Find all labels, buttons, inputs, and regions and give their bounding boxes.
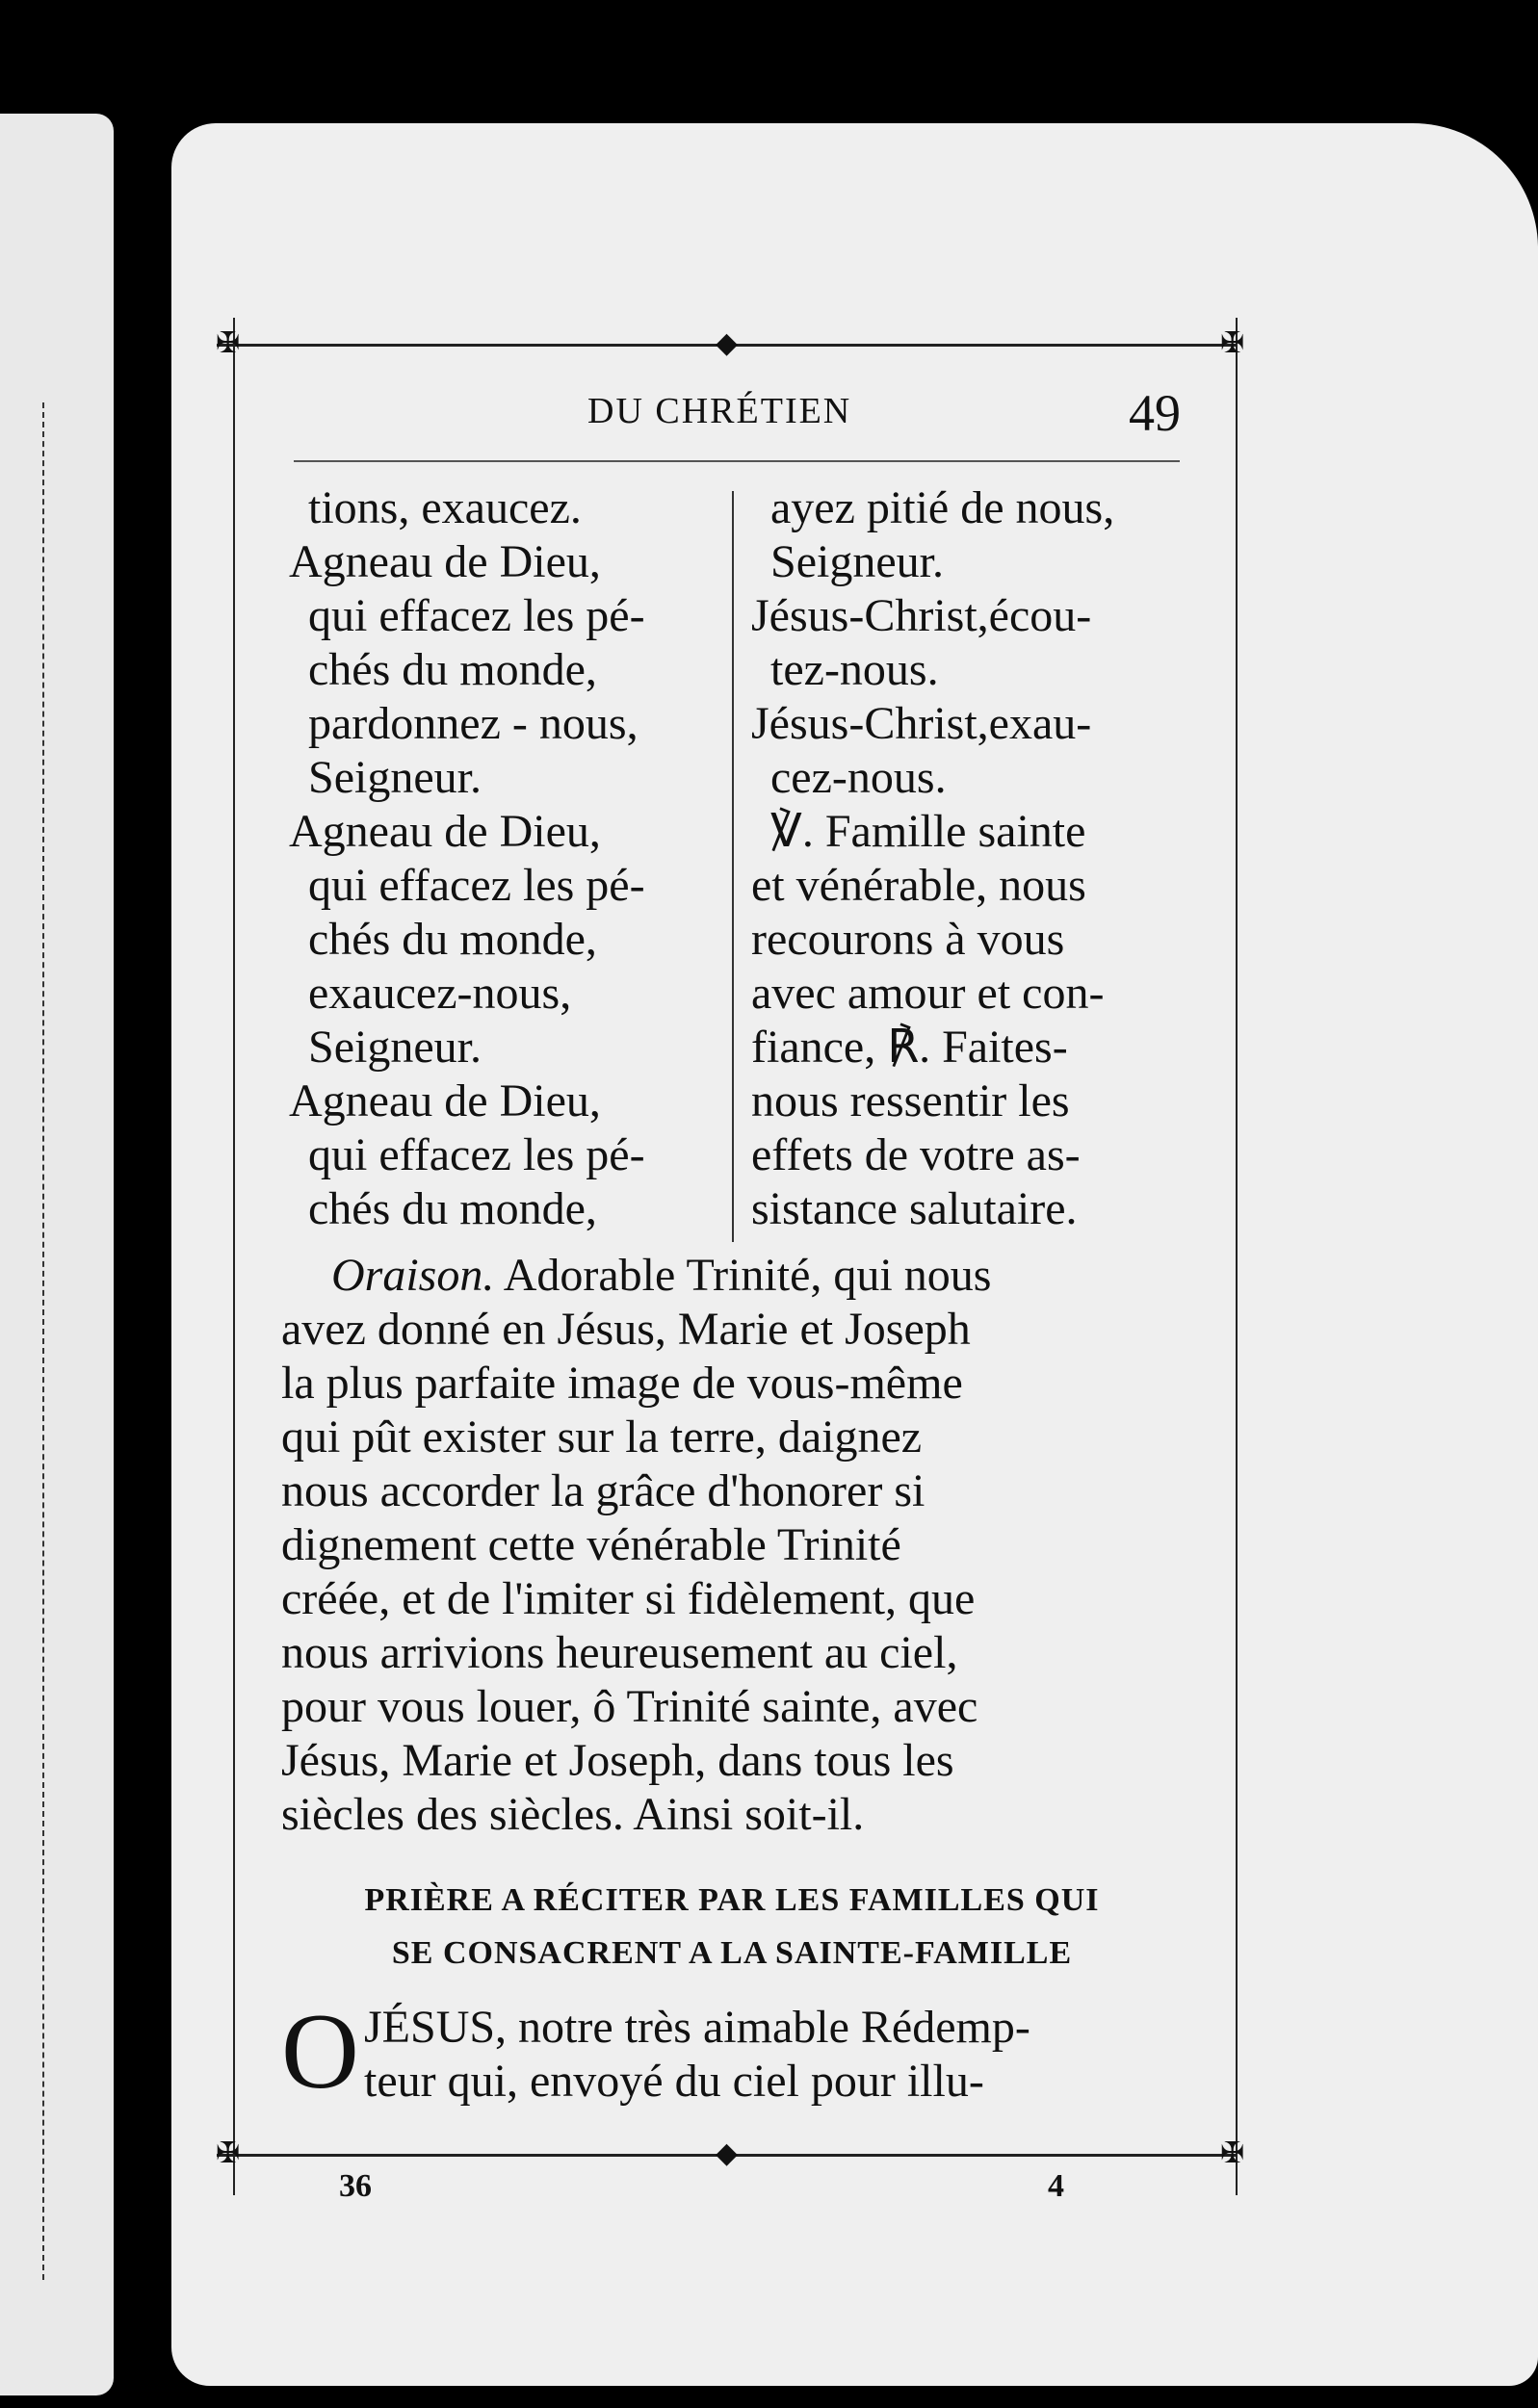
oraison-line: Adorable Trinité, qui nous [494,1250,992,1301]
oraison-line: nous arrivions heureusement au ciel, [281,1627,958,1678]
right-line: sistance salutaire. [751,1183,1078,1234]
oraison-line: nous accorder la grâce d'honorer si [281,1465,925,1516]
oraison-line: dignement cette vénérable Trinité [281,1519,901,1570]
right-line: nous ressentir les [751,1075,1070,1126]
left-column [289,481,713,1236]
ornament-top-left-icon: ✠ [216,326,241,360]
oraison-line: qui pût exister sur la terre, daignez [281,1411,923,1463]
right-line: cez-nous. [770,752,947,803]
previous-page-border [42,402,44,2280]
right-line: Jésus-Christ,écou- [751,590,1092,641]
oraison-line: créée, et de l'imiter si fidèlement, que [281,1573,976,1624]
left-line: qui effacez les pé- [308,1129,645,1180]
previous-page-edge [0,114,114,2395]
right-column [751,481,1194,1236]
left-line: exaucez-nous, [308,968,572,1019]
ornament-top-center-icon: ◆ [716,326,739,360]
oraison-line: la plus parfaite image de vous-même [281,1358,963,1409]
prayer-line: JÉSUS, notre très aimable Rédemp- [364,2002,1030,2053]
oraison-label: Oraison. [331,1250,495,1301]
frame-header-rule [294,460,1180,462]
signature-mark-right: 4 [1048,2168,1064,2204]
left-line: pardonnez - nous, [308,698,639,749]
left-line: Agneau de Dieu, [289,1075,601,1126]
column-divider [732,491,734,1242]
oraison-line: Jésus, Marie et Joseph, dans tous les [281,1735,954,1786]
signature-mark-left: 36 [339,2168,372,2204]
ornament-bottom-right-icon: ✠ [1220,2136,1245,2170]
right-line: ℣. Famille sainte [770,806,1086,857]
left-line: tions, exaucez. [308,482,582,533]
oraison-paragraph [281,1249,1186,1842]
running-header: DU CHRÉTIEN [587,391,852,431]
right-line: ayez pitié de nous, [770,482,1115,533]
frame-left-rule [233,318,235,2195]
left-line: chés du monde, [308,1183,597,1234]
left-line: Agneau de Dieu, [289,536,601,587]
ornament-bottom-left-icon: ✠ [216,2136,241,2170]
page-number: 49 [1129,384,1181,442]
section-heading-line2: SE CONSACRENT A LA SAINTE-FAMILLE [391,1935,1073,1971]
left-line: Seigneur. [308,1022,482,1073]
oraison-line: pour vous louer, ô Trinité sainte, avec [281,1681,978,1732]
left-line: qui effacez les pé- [308,590,645,641]
right-line: recourons à vous [751,914,1065,965]
prayer-line: teur qui, envoyé du ciel pour illu- [364,2056,984,2107]
right-line: Seigneur. [770,536,944,587]
right-line: tez-nous. [770,644,939,695]
frame-right-rule [1236,318,1238,2195]
left-line: Seigneur. [308,752,482,803]
ornament-top-right-icon: ✠ [1220,326,1245,360]
right-line: Jésus-Christ,exau- [751,698,1092,749]
left-line: qui effacez les pé- [308,860,645,911]
right-line: avec amour et con- [751,968,1105,1019]
left-line: Agneau de Dieu, [289,806,601,857]
oraison-line: avez donné en Jésus, Marie et Joseph [281,1304,971,1355]
section-heading-line1: PRIÈRE A RÉCITER PAR LES FAMILLES QUI [364,1882,1100,1918]
right-line: et vénérable, nous [751,860,1086,911]
left-line: chés du monde, [308,644,597,695]
oraison-line: siècles des siècles. Ainsi soit-il. [281,1789,865,1840]
left-line: chés du monde, [308,914,597,965]
drop-cap: O [281,1992,359,2111]
right-line: effets de votre as- [751,1129,1081,1180]
ornament-bottom-center-icon: ◆ [716,2136,739,2170]
right-line: fiance, ℟. Faites- [751,1022,1068,1073]
